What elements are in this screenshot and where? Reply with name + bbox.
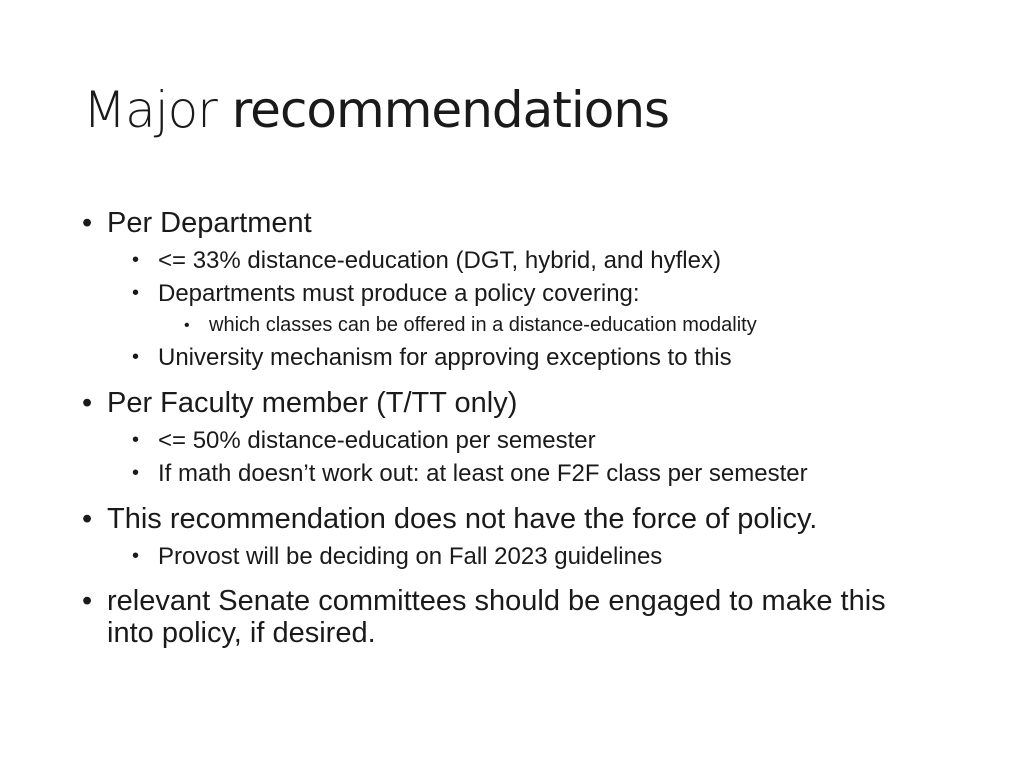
bullet-text: which classes can be offered in a distance-education modality <box>209 314 757 336</box>
bullet-icon: • <box>82 585 93 617</box>
sub-bullet-item <box>82 244 982 277</box>
slide-title <box>83 78 669 142</box>
bullet-item <box>82 386 982 420</box>
slide-title-prefix: Major <box>83 81 232 139</box>
sub-sub-bullet-item <box>82 310 982 341</box>
sub-bullet-item <box>82 341 982 374</box>
bullet-icon: • <box>132 429 140 451</box>
bullet-text: Departments must produce a policy covering: <box>158 280 640 307</box>
bullet-text: Provost will be deciding on Fall 2023 guidelines <box>158 543 663 570</box>
bullet-icon: • <box>184 317 190 334</box>
bullet-text: <= 33% distance-education (DGT, hybrid, and hyflex) <box>158 247 721 274</box>
bullet-icon: • <box>82 503 93 535</box>
bullet-text: Per Faculty member (T/TT only) <box>107 387 518 419</box>
bullet-icon: • <box>82 207 93 239</box>
sub-bullet-item <box>82 457 982 490</box>
bullet-icon: • <box>132 346 140 368</box>
bullet-text: University mechanism for approving exceptions to this <box>158 344 732 371</box>
bullet-item <box>82 206 982 240</box>
bullet-text: relevant Senate committees should be engaged to make this into policy, if desired. <box>107 585 886 649</box>
bullet-icon: • <box>132 462 140 484</box>
bullet-icon: • <box>82 387 93 419</box>
bullet-text: This recommendation does not have the force of policy. <box>107 503 818 535</box>
bullet-text: <= 50% distance-education per semester <box>158 427 596 454</box>
sub-bullet-item <box>82 424 982 457</box>
sub-bullet-item <box>82 277 982 310</box>
bullet-text: If math doesn’t work out: at least one F2F class per semester <box>158 460 808 487</box>
bullet-icon: • <box>132 545 140 567</box>
bullet-item <box>82 502 982 536</box>
bullet-icon: • <box>132 249 140 271</box>
bullet-item <box>82 585 907 649</box>
bullet-icon: • <box>132 282 140 304</box>
bullet-text: Per Department <box>107 207 312 239</box>
slide-title-main: recommendations <box>231 81 670 139</box>
bullet-list <box>82 206 982 649</box>
sub-bullet-item <box>82 540 982 573</box>
